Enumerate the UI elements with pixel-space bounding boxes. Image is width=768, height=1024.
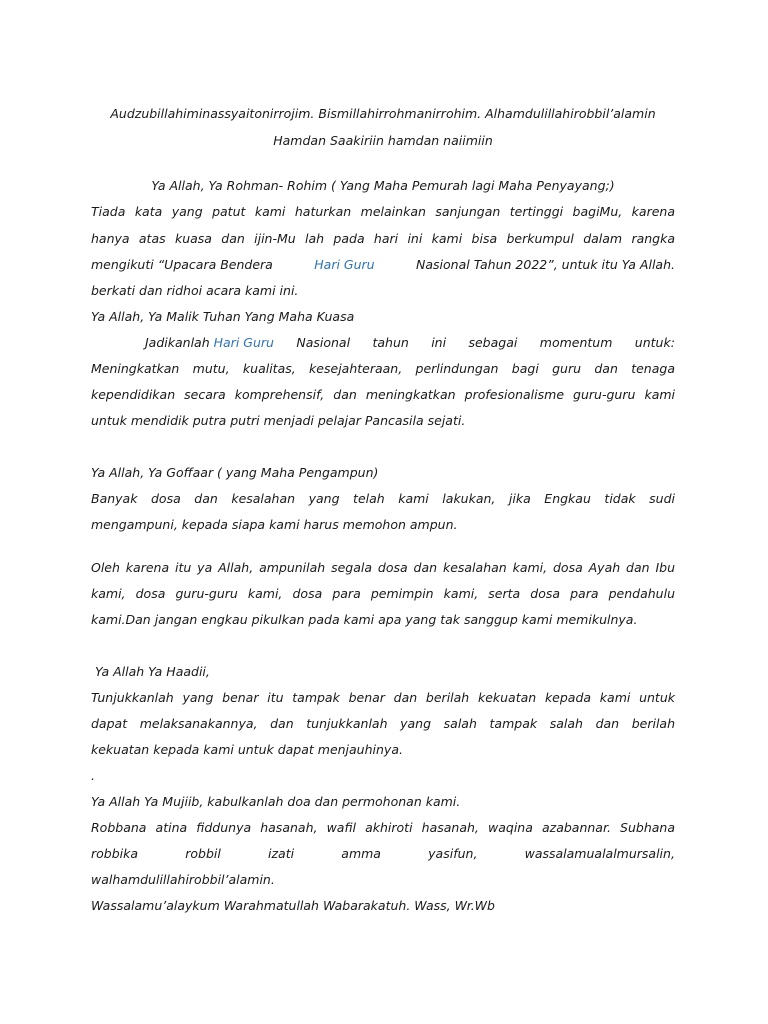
closing-line: Wassalamu’alaykum Warahmatullah Wabarakatuh. Wass, Wr.Wb bbox=[91, 898, 495, 913]
paragraph-line: kependidikan secara komprehensif, dan meningkatkan profesionalisme guru-guru kami bbox=[91, 387, 675, 402]
paragraph-line: walhamdulillahirobbil’alamin. bbox=[91, 872, 275, 887]
paragraph-line: Robbana atina fiddunya hasanah, wafil akhiroti hasanah, waqina azabannar. Subhana bbox=[91, 820, 675, 835]
word: ini bbox=[431, 335, 447, 350]
paragraph-line: Banyak dosa dan kesalahan yang telah kami lakukan, jika Engkau tidak sudi bbox=[91, 491, 675, 506]
word: untuk: bbox=[634, 335, 675, 350]
paragraph-line: mengampuni, kepada siapa kami harus memohon ampun. bbox=[91, 517, 458, 532]
paragraph-line: dapat melaksanakannya, dan tunjukkanlah yang salah tampak salah dan berilah bbox=[91, 716, 675, 731]
word: tahun bbox=[372, 335, 409, 350]
opening-line: Hamdan Saakiriin hamdan naiimiin bbox=[273, 133, 493, 148]
hari-guru-link[interactable]: Hari Guru bbox=[314, 257, 375, 272]
paragraph-line: untuk mendidik putra putri menjadi pelajar Pancasila sejati. bbox=[91, 413, 466, 428]
hari-guru-link[interactable]: Hari Guru bbox=[213, 335, 274, 350]
text-fragment: mengikuti “Upacara Bendera bbox=[91, 257, 273, 272]
paragraph-line: hanya atas kuasa dan ijin-Mu lah pada hari ini kami bisa berkumpul dalam rangka bbox=[91, 231, 675, 246]
word: wassalamualalmursalin, bbox=[524, 846, 675, 861]
paragraph-line: Tiada kata yang patut kami haturkan melainkan sanjungan tertinggi bagiMu, karena bbox=[91, 204, 675, 219]
prayer-heading: Ya Allah, Ya Malik Tuhan Yang Maha Kuasa bbox=[91, 309, 355, 324]
prayer-heading: Ya Allah, Ya Rohman- Rohim ( Yang Maha Pemurah lagi Maha Penyayang;) bbox=[151, 178, 615, 193]
word: robbika bbox=[91, 846, 139, 861]
paragraph-line: Meningkatkan mutu, kualitas, kesejahteraan, perlindungan bagi guru dan tenaga bbox=[91, 361, 675, 376]
separator-dot: . bbox=[91, 768, 95, 783]
paragraph-line: kami.Dan jangan engkau pikulkan pada kami apa yang tak sanggup kami memikulnya. bbox=[91, 612, 638, 627]
text-fragment: Jadikanlah Hari Guru bbox=[145, 335, 274, 350]
text-fragment: Nasional Tahun 2022”, untuk itu Ya Allah. bbox=[416, 257, 675, 272]
paragraph-line: berkati dan ridhoi acara kami ini. bbox=[91, 283, 299, 298]
paragraph-line: Tunjukkanlah yang benar itu tampak benar dan berilah kekuatan kepada kami untuk bbox=[91, 690, 675, 705]
word: sebagai bbox=[468, 335, 518, 350]
paragraph-line: Oleh karena itu ya Allah, ampunilah segala dosa dan kesalahan kami, dosa Ayah dan Ibu bbox=[91, 560, 675, 575]
paragraph-line bbox=[145, 335, 675, 350]
prayer-heading: Ya Allah Ya Haadii, bbox=[95, 664, 210, 679]
word: yasifun, bbox=[428, 846, 478, 861]
word: momentum bbox=[539, 335, 613, 350]
word: robbil bbox=[185, 846, 221, 861]
paragraph-line: kami, dosa guru-guru kami, dosa para pemimpin kami, serta dosa para pendahulu bbox=[91, 586, 675, 601]
prayer-heading: Ya Allah Ya Mujiib, kabulkanlah doa dan permohonan kami. bbox=[91, 794, 461, 809]
paragraph-line: kekuatan kepada kami untuk dapat menjauhinya. bbox=[91, 742, 403, 757]
paragraph-line bbox=[91, 846, 675, 861]
opening-line: Audzubillahiminassyaitonirrojim. Bismillahirrohmanirrohim. Alhamdulillahirobbil’alamin bbox=[110, 106, 656, 121]
word: izati bbox=[268, 846, 295, 861]
word: Nasional bbox=[296, 335, 351, 350]
word: amma bbox=[341, 846, 381, 861]
paragraph-line bbox=[91, 257, 675, 272]
prayer-heading: Ya Allah, Ya Goffaar ( yang Maha Pengampun) bbox=[91, 465, 379, 480]
